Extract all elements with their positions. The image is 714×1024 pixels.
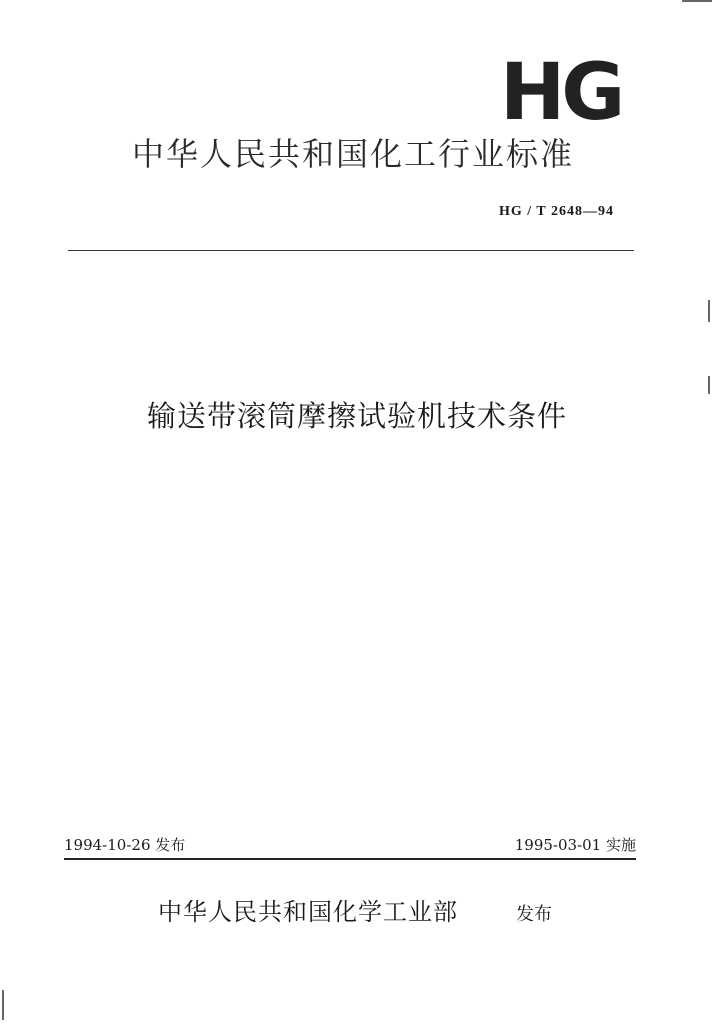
- header-title: 中华人民共和国化工行业标准: [132, 135, 575, 173]
- document-title: 输送带滚筒摩擦试验机技术条件: [146, 399, 567, 433]
- scan-artifact: [2, 990, 4, 1020]
- scan-artifact: [708, 300, 710, 322]
- issue-date: 1994-10-26 发布: [64, 836, 186, 854]
- publish-label: 发布: [516, 904, 552, 925]
- top-divider: [68, 250, 634, 251]
- scan-artifact: [682, 0, 712, 2]
- bottom-divider: [64, 858, 636, 860]
- standard-number: HG / T 2648—94: [498, 204, 614, 219]
- publisher: 中华人民共和国化学工业部: [158, 898, 458, 926]
- scan-artifact: [708, 376, 710, 394]
- effective-date: 1995-03-01 实施: [514, 836, 636, 854]
- hg-logo: HG: [500, 48, 622, 138]
